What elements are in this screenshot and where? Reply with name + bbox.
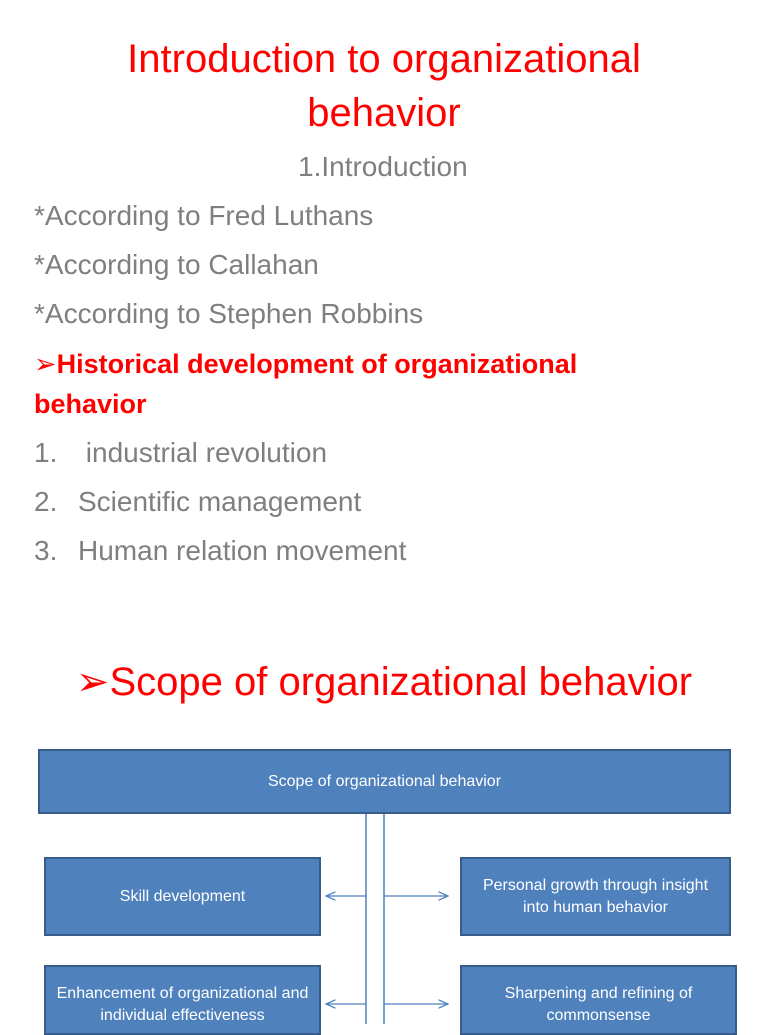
list-item-text: industrial revolution <box>78 437 328 468</box>
intro-item-callahan: *According to Callahan <box>34 249 319 280</box>
diagram-box-personal-growth: Personal growth through insight into human behavior <box>460 857 731 936</box>
list-item-number: 1. <box>34 437 58 468</box>
arrow-bullet-icon: ➢ <box>34 349 57 379</box>
historical-heading-line-1: Historical development of organizational <box>56 349 578 379</box>
intro-item-luthans: *According to Fred Luthans <box>34 200 374 231</box>
list-item-text: Scientific management <box>78 486 362 517</box>
intro-heading: 1.Introduction <box>298 151 468 182</box>
scope-heading-text: Scope of organizational behavior <box>109 660 693 704</box>
intro-item-robbins: *According to Stephen Robbins <box>34 298 424 329</box>
title-line-1: Introduction to organizational <box>127 37 641 81</box>
list-item-number: 2. <box>34 486 58 517</box>
diagram-top-box: Scope of organizational behavior <box>38 749 731 814</box>
historical-heading-line-2: behavior <box>34 389 147 419</box>
diagram-box-skill-development: Skill development <box>44 857 321 936</box>
diagram-box-sharpening: Sharpening and refining of commonsense <box>460 965 737 1035</box>
list-item-text: Human relation movement <box>78 535 407 566</box>
list-item-number: 3. <box>34 535 58 566</box>
title-line-2: behavior <box>307 91 461 135</box>
diagram-box-enhancement: Enhancement of organizational and individual effectiveness <box>44 965 321 1035</box>
arrow-bullet-icon: ➢ <box>75 660 110 704</box>
